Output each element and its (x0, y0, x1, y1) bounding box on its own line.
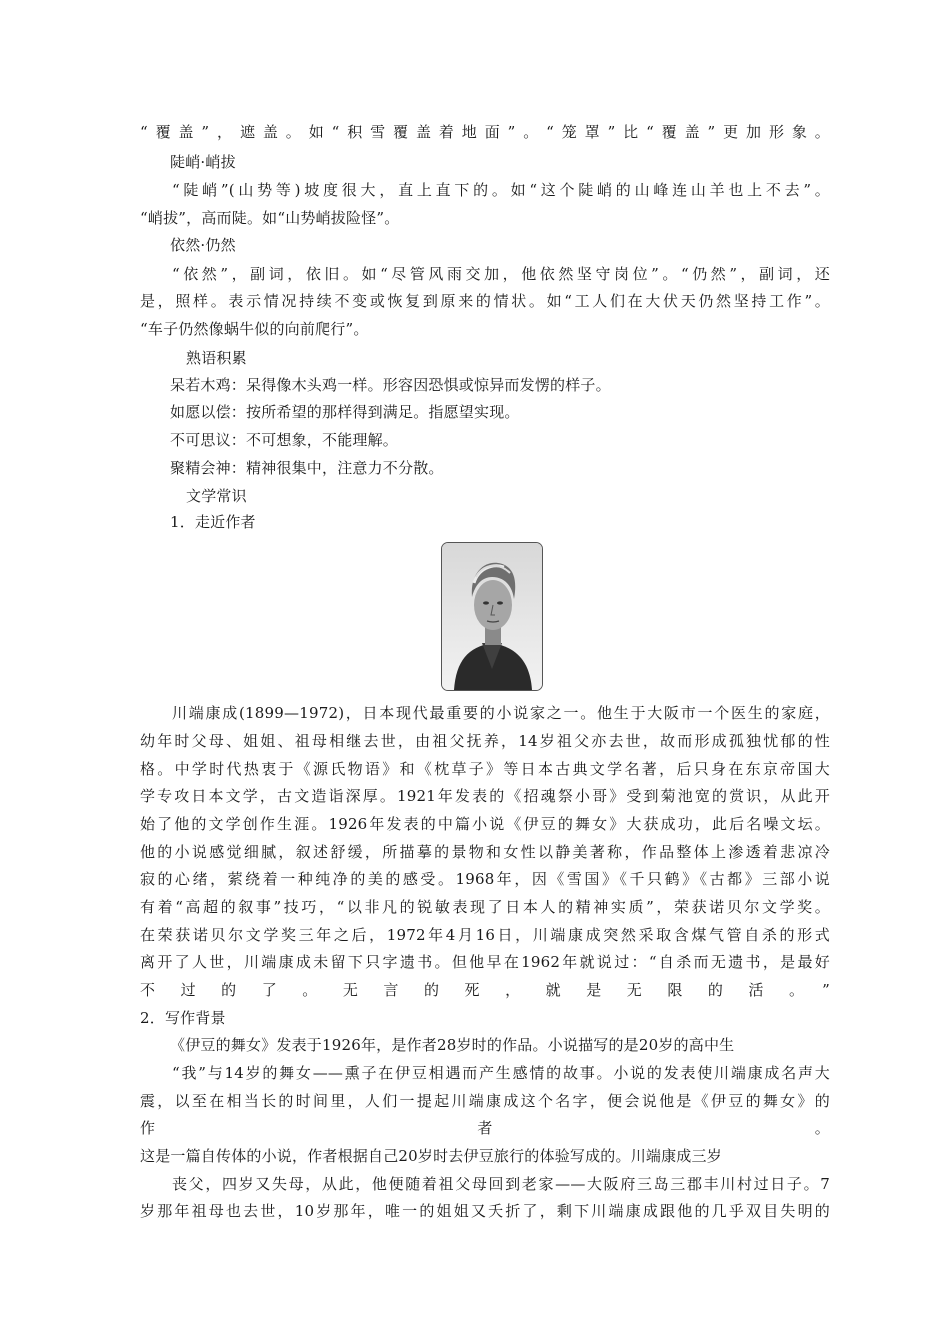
text-line: 川端康成(1899—1972)，日本现代最重要的小说家之一。他生于大阪市一个医生的家庭， (172, 704, 830, 722)
text-line: 震，以至在相当长的时间里，人们一提起川端康成这个名字，便会说他是《伊豆的舞女》的 (140, 1092, 830, 1110)
section-heading: 文学常识 (186, 487, 247, 505)
idiom-entry: 不可思议：不可想象，不能理解。 (170, 431, 399, 449)
text-line: 是，照样。表示情况持续不变或恢复到原来的情状。如“工人们在大伏天仍然坚持工作”。 (140, 292, 830, 310)
text-line: 在荣获诺贝尔文学奖三年之后，1972年4月16日，川端康成突然采取含煤气管自杀的形式 (140, 926, 830, 944)
text-line: 2．写作背景 (140, 1009, 226, 1027)
term-heading: 依然·仍然 (170, 236, 236, 254)
subsection-heading: 1．走近作者 (170, 513, 256, 531)
term-heading: 陡峭·峭拔 (170, 153, 236, 171)
text-line: 幼年时父母、姐姐、祖母相继去世，由祖父抚养，14岁祖父亦去世，故而形成孤独忧郁的性 (140, 732, 830, 750)
text-line: 这是一篇自传体的小说，作者根据自己20岁时去伊豆旅行的体验写成的。川端康成三岁 (140, 1147, 722, 1165)
text-line: 作者。 (140, 1119, 830, 1137)
author-portrait (441, 542, 543, 691)
text-line: 丧父，四岁又失母，从此，他便随着祖父母回到老家——大阪府三岛三郡丰川村过日子。7 (172, 1175, 830, 1193)
text-line: 岁那年祖母也去世，10岁那年，唯一的姐姐又夭折了，剩下川端康成跟他的几乎双目失明的 (140, 1202, 830, 1220)
text-line: “车子仍然像蜗牛似的向前爬行”。 (140, 320, 369, 338)
text-line: 寂的心绪，萦绕着一种纯净的美的感受。1968年，因《雪国》《千只鹤》《古都》三部小说 (140, 870, 830, 888)
idiom-entry: 聚精会神：精神很集中，注意力不分散。 (170, 459, 444, 477)
text-line: “峭拔”，高而陡。如“山势峭拔险怪”。 (140, 209, 400, 227)
text-line: 离开了人世，川端康成未留下只字遗书。但他早在1962年就说过：“自杀而无遗书，是最好 (140, 953, 830, 971)
text-line: 学专攻日本文学，古文造诣深厚。1921年发表的《招魂祭小哥》受到菊池宽的赏识，从此开 (140, 787, 830, 805)
text-line: “陡峭”(山势等)坡度很大，直上直下的。如“这个陡峭的山峰连山羊也上不去”。 (172, 181, 830, 199)
idiom-entry: 如愿以偿：按所希望的那样得到满足。指愿望实现。 (170, 403, 520, 421)
text-line: “依然”，副词，依旧。如“尽管风雨交加，他依然坚守岗位”。“仍然”，副词，还 (172, 265, 830, 283)
idiom-entry: 呆若木鸡：呆得像木头鸡一样。形容因恐惧或惊异而发愣的样子。 (170, 376, 611, 394)
section-heading: 熟语积累 (186, 349, 247, 367)
text-line: 有着“高超的叙事”技巧，“以非凡的锐敏表现了日本人的精神实质”，荣获诺贝尔文学奖。 (140, 898, 830, 916)
portrait-photo (442, 543, 542, 690)
text-line: 始了他的文学创作生涯。1926年发表的中篇小说《伊豆的舞女》大获成功，此后名噪文坛。 (140, 815, 830, 833)
subsection-heading: 《伊豆的舞女》发表于1926年，是作者28岁时的作品。小说描写的是20岁的高中生 (170, 1036, 735, 1054)
text-line: “我”与14岁的舞女——熏子在伊豆相遇而产生感情的故事。小说的发表使川端康成名声大 (172, 1064, 830, 1082)
text-line: “覆盖”，遮盖。如“积雪覆盖着地面”。“笼罩”比“覆盖”更加形象。 (140, 123, 830, 141)
text-line: 格。中学时代热衷于《源氏物语》和《枕草子》等日本古典文学名著，后只身在东京帝国大 (140, 760, 830, 778)
text-line: 他的小说感觉细腻，叙述舒缓，所描摹的景物和女性以静美著称，作品整体上渗透着悲凉冷 (140, 843, 830, 861)
text-line: 不过的了。无言的死，就是无限的活。” (140, 981, 830, 999)
